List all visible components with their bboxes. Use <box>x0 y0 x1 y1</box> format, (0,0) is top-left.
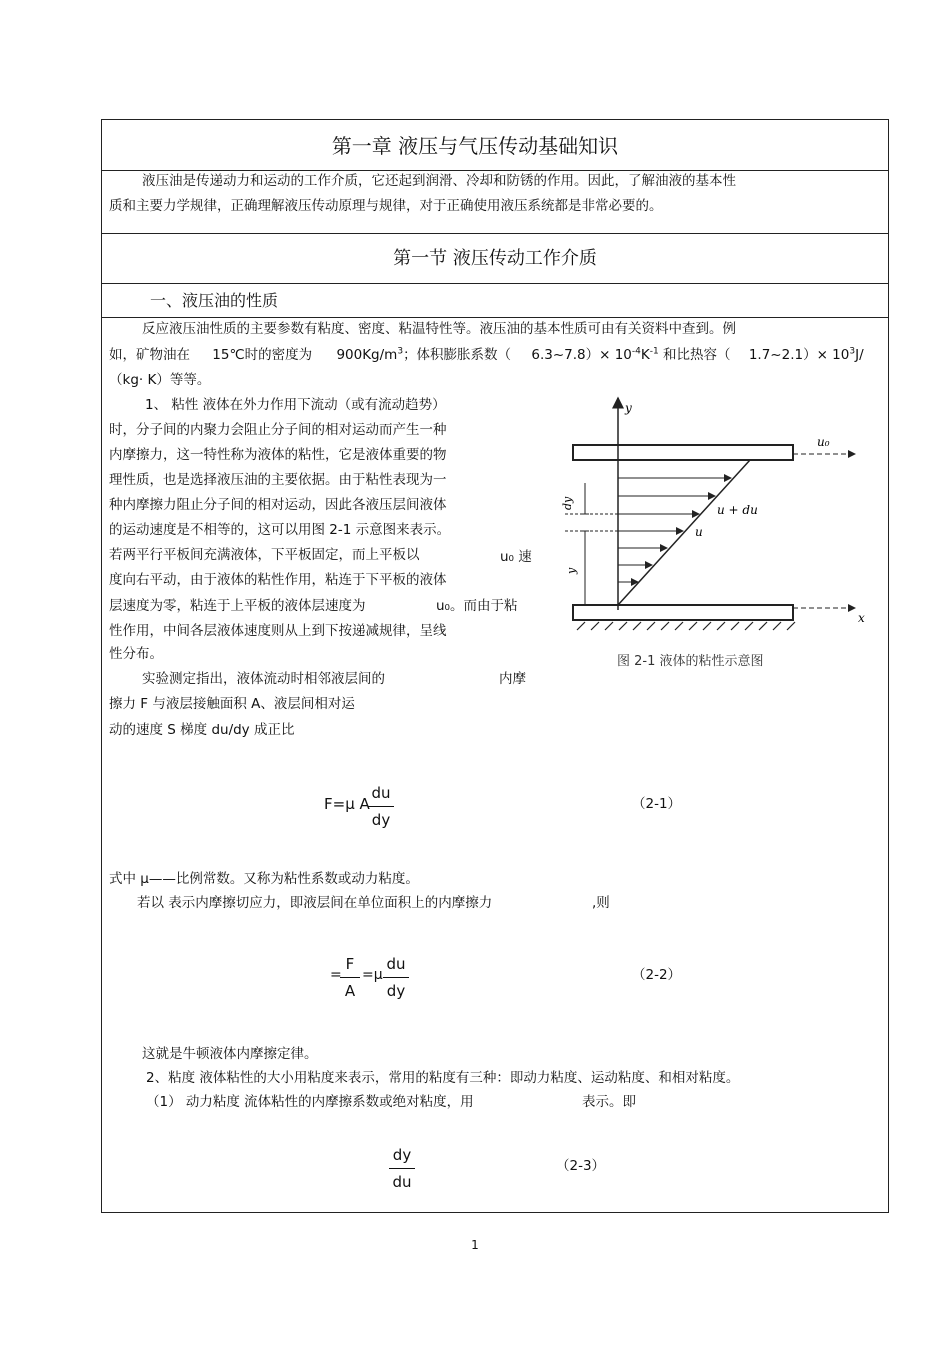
text-segment: 1.7~2.1）× 10 <box>748 347 850 363</box>
fraction-numerator: du <box>371 784 391 802</box>
dynamic-viscosity-line: （1） 动力粘度 流体粘性的内摩擦系数或绝对粘度，用 <box>146 1094 474 1110</box>
viscosity-line-8: 度向右平动，由于液体的粘性作用，粘连于下平板的液体 <box>109 572 447 588</box>
fraction-numerator: du <box>386 955 406 973</box>
velocity-arrows <box>618 478 731 582</box>
upper-plate <box>573 445 793 460</box>
text-segment: K <box>640 347 650 363</box>
row-divider <box>101 283 889 284</box>
label-dy: dy <box>561 496 574 510</box>
fraction-bar <box>389 1168 415 1169</box>
text-segment: 6.3~7.8）× 10 <box>531 347 632 363</box>
intro-line-2: 质和主要力学规律，正确理解液压传动原理与规律，对于正确使用液压系统都是非常必要的。 <box>109 198 663 214</box>
label-u-plus-du: u + du <box>717 503 758 517</box>
viscosity-line-5: 种内摩擦力阻止分子间的相对运动，因此各液压层间液体 <box>109 497 447 513</box>
velocity-profile-line <box>618 460 750 605</box>
ground-hatch <box>577 622 795 630</box>
text-segment: 900Kg/m <box>336 347 398 363</box>
viscosity-line-3: 内摩擦力，这一特性称为液体的粘性，它是液体重要的物 <box>109 447 447 463</box>
fraction-bar <box>340 977 360 978</box>
formula-2-3-tag: （2-3） <box>556 1158 606 1174</box>
superscript: -4 <box>631 346 641 357</box>
tau-line: 若以 表示内摩擦切应力，即液层间在单位面积上的内摩擦力 <box>137 895 493 911</box>
experiment-line-1: 实验测定指出，液体流动时相邻液层间的 <box>142 671 385 687</box>
text-segment: 15℃时的密度为 <box>212 347 313 363</box>
lower-plate <box>573 605 793 620</box>
label-u: u <box>695 525 703 539</box>
viscosity-types-line: 2、粘度 液体粘性的大小用粘度来表示，常用的粘度有三种：即动力粘度、运动粘度、和相对粘度。 <box>146 1070 740 1086</box>
experiment-line-2: 擦力 F 与液层接触面积 A、液层间相对运 <box>109 696 355 712</box>
text-segment: 如，矿物油在 <box>109 347 190 363</box>
subsection-title: 一、液压油的性质 <box>150 291 279 310</box>
text-segment: J/ <box>855 347 864 363</box>
formula-2-1-tag: （2-1） <box>632 796 682 812</box>
fraction-denominator: dy <box>371 811 391 829</box>
experiment-line-3: 动的速度 S 梯度 du/dy 成正比 <box>109 722 295 738</box>
figure-2-1-viscosity-diagram <box>545 378 875 688</box>
newton-law-line: 这就是牛顿液体内摩擦定律。 <box>142 1046 318 1062</box>
label-u0: u₀ <box>817 435 830 449</box>
intro-line-1: 液压油是传递动力和运动的工作介质，它还起到润滑、冷却和防锈的作用。因此，了解油液的基本性 <box>142 173 736 189</box>
formula-2-2-eq: = <box>330 967 342 983</box>
text-segment: 和比热容（ <box>658 347 731 363</box>
u0-viscous-label: u₀。而由于粘 <box>436 598 518 614</box>
viscosity-line-1: 1、 粘性 液体在外力作用下流动（或有流动趋势） <box>145 397 446 413</box>
para1-line-2 <box>109 343 864 367</box>
viscosity-line-2: 时，分子间的内聚力会阻止分子间的相对运动而产生一种 <box>109 422 447 438</box>
fraction-numerator: F <box>345 955 355 973</box>
superscript: 3 <box>849 346 856 357</box>
label-y: y <box>565 567 578 574</box>
viscosity-line-7: 若两平行平板间充满液体，下平板固定，而上平板以 <box>109 547 420 563</box>
viscosity-line-6: 的运动速度是不相等的，这可以用图 2-1 示意图来表示。 <box>109 522 451 538</box>
viscosity-line-9: 层速度为零，粘连于上平板的液体层速度为 <box>109 598 366 614</box>
formula-2-1-fraction <box>368 782 394 831</box>
para1-line-3: （kg· K）等等。 <box>109 372 211 388</box>
fraction-denominator: A <box>344 982 356 1000</box>
axis-label-y: y <box>625 401 632 415</box>
viscosity-line-11: 性分布。 <box>109 646 163 662</box>
u0-speed-label: u₀ 速 <box>500 549 532 565</box>
formula-2-2-fraction-2 <box>383 953 409 1002</box>
axis-label-x: x <box>858 611 865 625</box>
viscosity-diagram-svg <box>545 378 875 688</box>
fraction-denominator: dy <box>386 982 406 1000</box>
tau-line-tail: ,则 <box>592 895 610 911</box>
formula-2-2-tag: （2-2） <box>632 967 682 983</box>
mu-definition: 式中 μ——比例常数。又称为粘性系数或动力粘度。 <box>109 871 419 887</box>
superscript: -1 <box>649 346 659 357</box>
fraction-numerator: dy <box>392 1146 412 1164</box>
chapter-title: 第一章 液压与气压传动基础知识 <box>331 134 619 158</box>
para1-line-1: 反应液压油性质的主要参数有粘度、密度、粘温特性等。液压油的基本性质可由有关资料中查到。例 <box>142 321 736 337</box>
section-title: 第一节 液压传动工作介质 <box>393 248 597 269</box>
fraction-denominator: du <box>392 1173 412 1191</box>
dynamic-viscosity-tail: 表示。即 <box>582 1094 636 1110</box>
superscript: 3 <box>397 346 404 357</box>
viscosity-line-4: 理性质，也是选择液压油的主要依据。由于粘性表现为一 <box>109 472 447 488</box>
formula-2-2-fraction-1 <box>340 953 360 1002</box>
formula-2-1-lhs: F=μ A <box>324 795 370 813</box>
experiment-line-1-tail: 内摩 <box>499 671 526 687</box>
row-divider <box>101 233 889 234</box>
fraction-bar <box>383 977 409 978</box>
page-number: 1 <box>471 1238 479 1252</box>
formula-2-2-mid: =μ <box>362 967 383 983</box>
viscosity-line-10: 性作用，中间各层液体速度则从上到下按递减规律，呈线 <box>109 623 447 639</box>
figure-caption: 图 2-1 液体的粘性示意图 <box>617 654 764 669</box>
formula-2-3-fraction <box>389 1144 415 1193</box>
text-segment: ；体积膨胀系数（ <box>403 347 512 363</box>
fraction-bar <box>368 806 394 807</box>
